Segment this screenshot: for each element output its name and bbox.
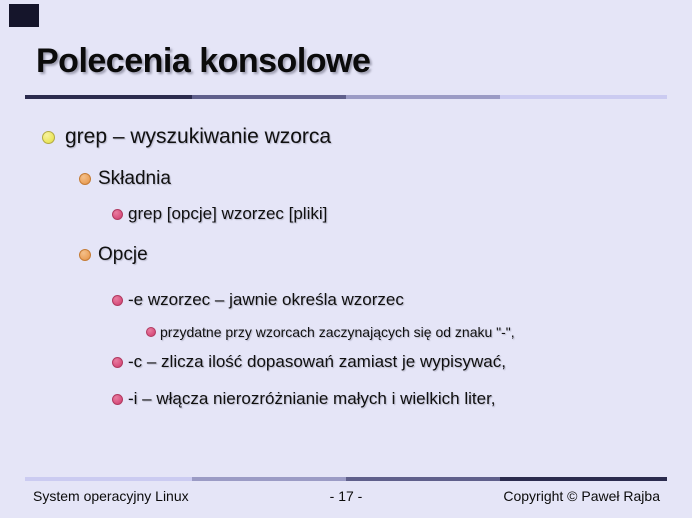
bullet-icon-yellow xyxy=(42,131,55,144)
bullet-icon-orange xyxy=(79,249,91,261)
footer-copyright: Copyright © Paweł Rajba xyxy=(503,488,660,504)
bullet-text: -e wzorzec – jawnie określa wzorzec xyxy=(128,290,404,309)
bullet-text: Opcje xyxy=(98,244,148,265)
bullet-text: -c – zlicza ilość dopasowań zamiast je wypisywać, xyxy=(128,352,506,371)
bullet-icon-pink-small xyxy=(146,327,156,337)
bullet-item-skladnia xyxy=(79,167,171,191)
slide-title: Polecenia konsolowe xyxy=(36,42,371,80)
corner-accent-box xyxy=(9,4,39,27)
bullet-icon-orange xyxy=(79,173,91,185)
bullet-item-opcje xyxy=(79,243,148,267)
bullet-item-option-i xyxy=(112,388,496,410)
footer-page-number: - 17 - xyxy=(329,488,363,504)
bullet-item-option-e xyxy=(112,289,404,311)
bullet-text: przydatne przy wzorcach zaczynających się od znaku "-", xyxy=(160,323,515,340)
title-divider-rule xyxy=(25,95,667,99)
footer-divider-rule xyxy=(25,477,667,481)
bullet-icon-pink xyxy=(112,357,123,368)
bullet-icon-pink xyxy=(112,209,123,220)
bullet-icon-pink xyxy=(112,394,123,405)
bullet-item-option-c xyxy=(112,351,506,373)
bullet-text: grep [opcje] wzorzec [pliki] xyxy=(128,204,328,223)
bullet-text: -i – włącza nierozróżnianie małych i wielkich liter, xyxy=(128,389,496,408)
bullet-icon-pink xyxy=(112,295,123,306)
bullet-item-grep xyxy=(42,124,331,150)
bullet-item-przydatne-note xyxy=(146,322,515,341)
footer-course-name: System operacyjny Linux xyxy=(33,488,189,504)
bullet-text: Składnia xyxy=(98,168,171,189)
bullet-text: grep – wyszukiwanie wzorca xyxy=(65,125,332,148)
bullet-item-grep-syntax xyxy=(112,203,327,225)
